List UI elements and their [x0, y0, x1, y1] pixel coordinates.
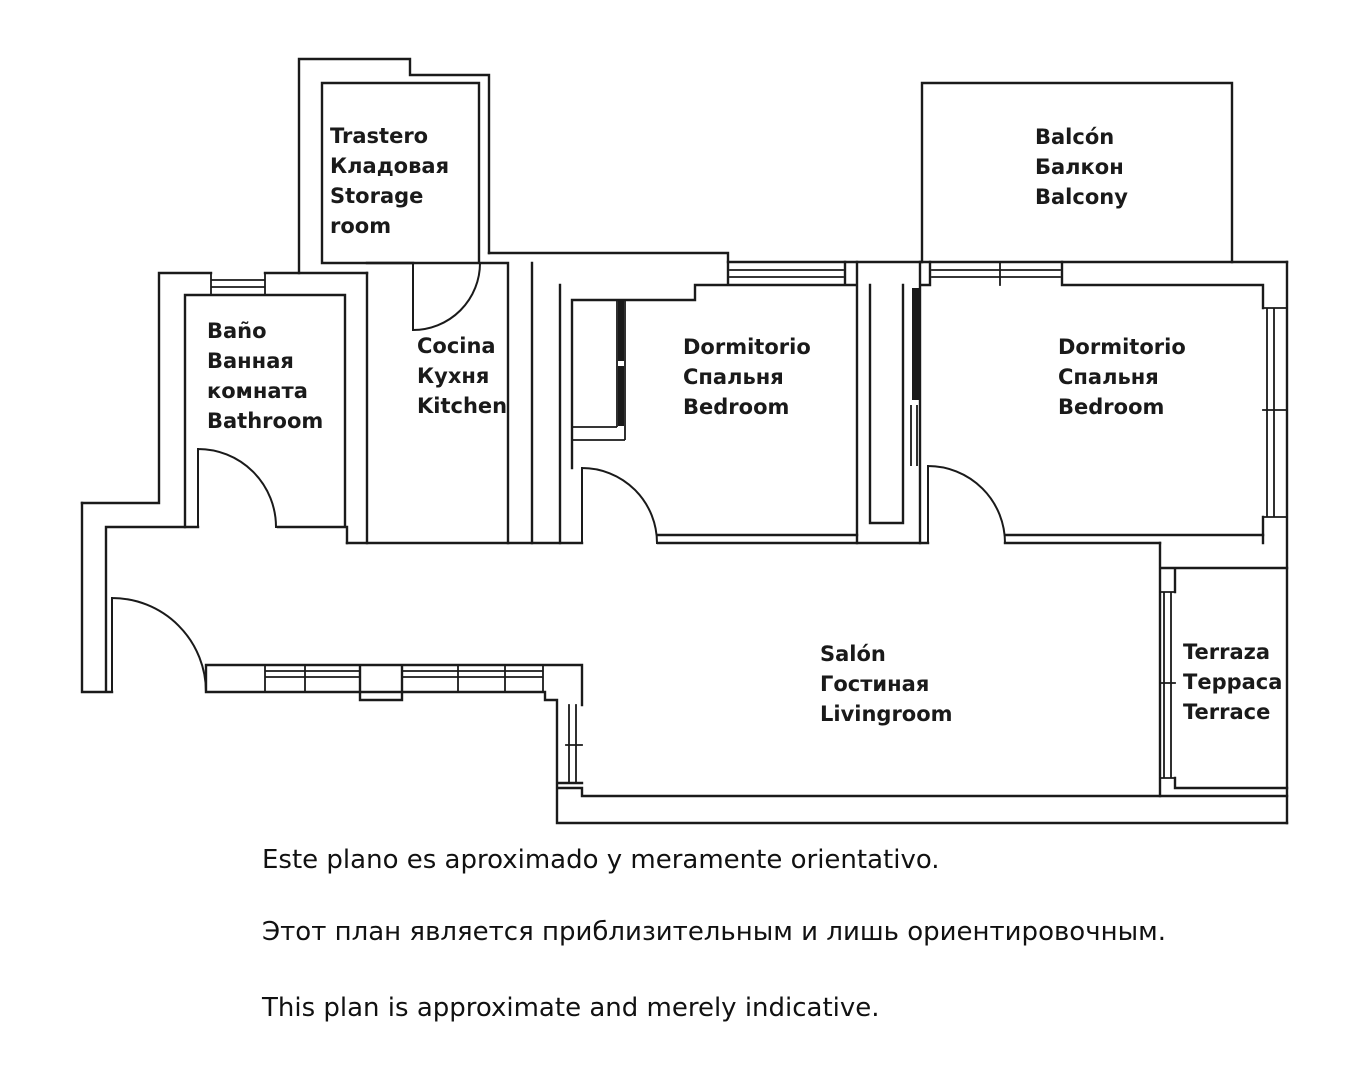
room-label-line: Терраса	[1183, 670, 1283, 694]
room-label-storage	[330, 121, 449, 241]
room-label-line: комната	[207, 379, 308, 403]
door-kitchen	[413, 263, 480, 330]
room-label-line: Балкон	[1035, 155, 1124, 179]
room-label-livingroom	[820, 639, 953, 729]
window-bathroom-top	[211, 273, 265, 295]
room-label-terrace	[1183, 637, 1282, 727]
livingroom-walls	[206, 665, 1287, 823]
room-label-line: Спальня	[1058, 365, 1159, 389]
disclaimer-russian: Этот план является приблизительным и лишь ориентировочным.	[262, 917, 1166, 947]
wardrobe-bedroom1-door-b	[618, 366, 624, 426]
room-label-line: Ванная	[207, 349, 294, 373]
corridor-top-wall	[347, 535, 1263, 543]
disclaimer-spanish: Este plano es aproximado y meramente orientativo.	[262, 845, 940, 875]
room-label-line: Спальня	[683, 365, 784, 389]
room-label-line: Salón	[820, 642, 886, 666]
room-label-balcony	[1035, 122, 1128, 212]
window-bedroom2-right	[1263, 308, 1287, 517]
room-label-line: Dormitorio	[1058, 335, 1186, 359]
room-label-line: Dormitorio	[683, 335, 811, 359]
door-bedroom1	[582, 468, 657, 543]
room-label-line: Terraza	[1183, 640, 1271, 664]
room-label-line: Trastero	[330, 124, 429, 148]
wardrobe-bedroom2-panel	[912, 288, 920, 400]
room-label-line: room	[330, 214, 392, 238]
window-terrace-left	[1160, 592, 1175, 778]
room-label-bedroom1	[683, 332, 811, 422]
room-label-line: Bathroom	[207, 409, 324, 433]
room-label-line: Кладовая	[330, 154, 450, 178]
room-label-line: Baño	[207, 319, 267, 343]
top-exterior-wall	[489, 253, 1287, 262]
wardrobe-bedroom1-frame	[572, 300, 625, 440]
door-entry	[112, 598, 206, 692]
window-livingroom-bottom	[265, 665, 543, 692]
room-label-line: Storage	[330, 184, 424, 208]
room-label-bathroom	[207, 316, 323, 436]
window-bedroom2-top	[932, 262, 1060, 285]
wardrobe-bedroom2-frame	[911, 405, 917, 466]
room-label-line: Cocina	[417, 334, 496, 358]
door-bedroom2	[928, 466, 1005, 543]
room-label-line: Terrace	[1183, 700, 1271, 724]
window-bedroom1-top	[730, 270, 843, 277]
room-label-line: Bedroom	[1058, 395, 1165, 419]
room-label-line: Гостиная	[820, 672, 930, 696]
entry-hall-walls	[82, 503, 198, 692]
room-label-kitchen	[417, 331, 507, 421]
window-livingroom-left	[566, 705, 582, 783]
door-bathroom	[198, 449, 276, 527]
room-label-line: Кухня	[417, 364, 490, 388]
room-label-line: Balcón	[1035, 125, 1115, 149]
room-label-line: Bedroom	[683, 395, 790, 419]
room-label-line: Balcony	[1035, 185, 1128, 209]
wardrobe-bedroom1-door-a	[618, 299, 624, 361]
disclaimer-english: This plan is approximate and merely indicative.	[262, 993, 880, 1023]
room-label-line: Livingroom	[820, 702, 953, 726]
room-label-bedroom2	[1058, 332, 1186, 422]
room-label-line: Kitchen	[417, 394, 508, 418]
